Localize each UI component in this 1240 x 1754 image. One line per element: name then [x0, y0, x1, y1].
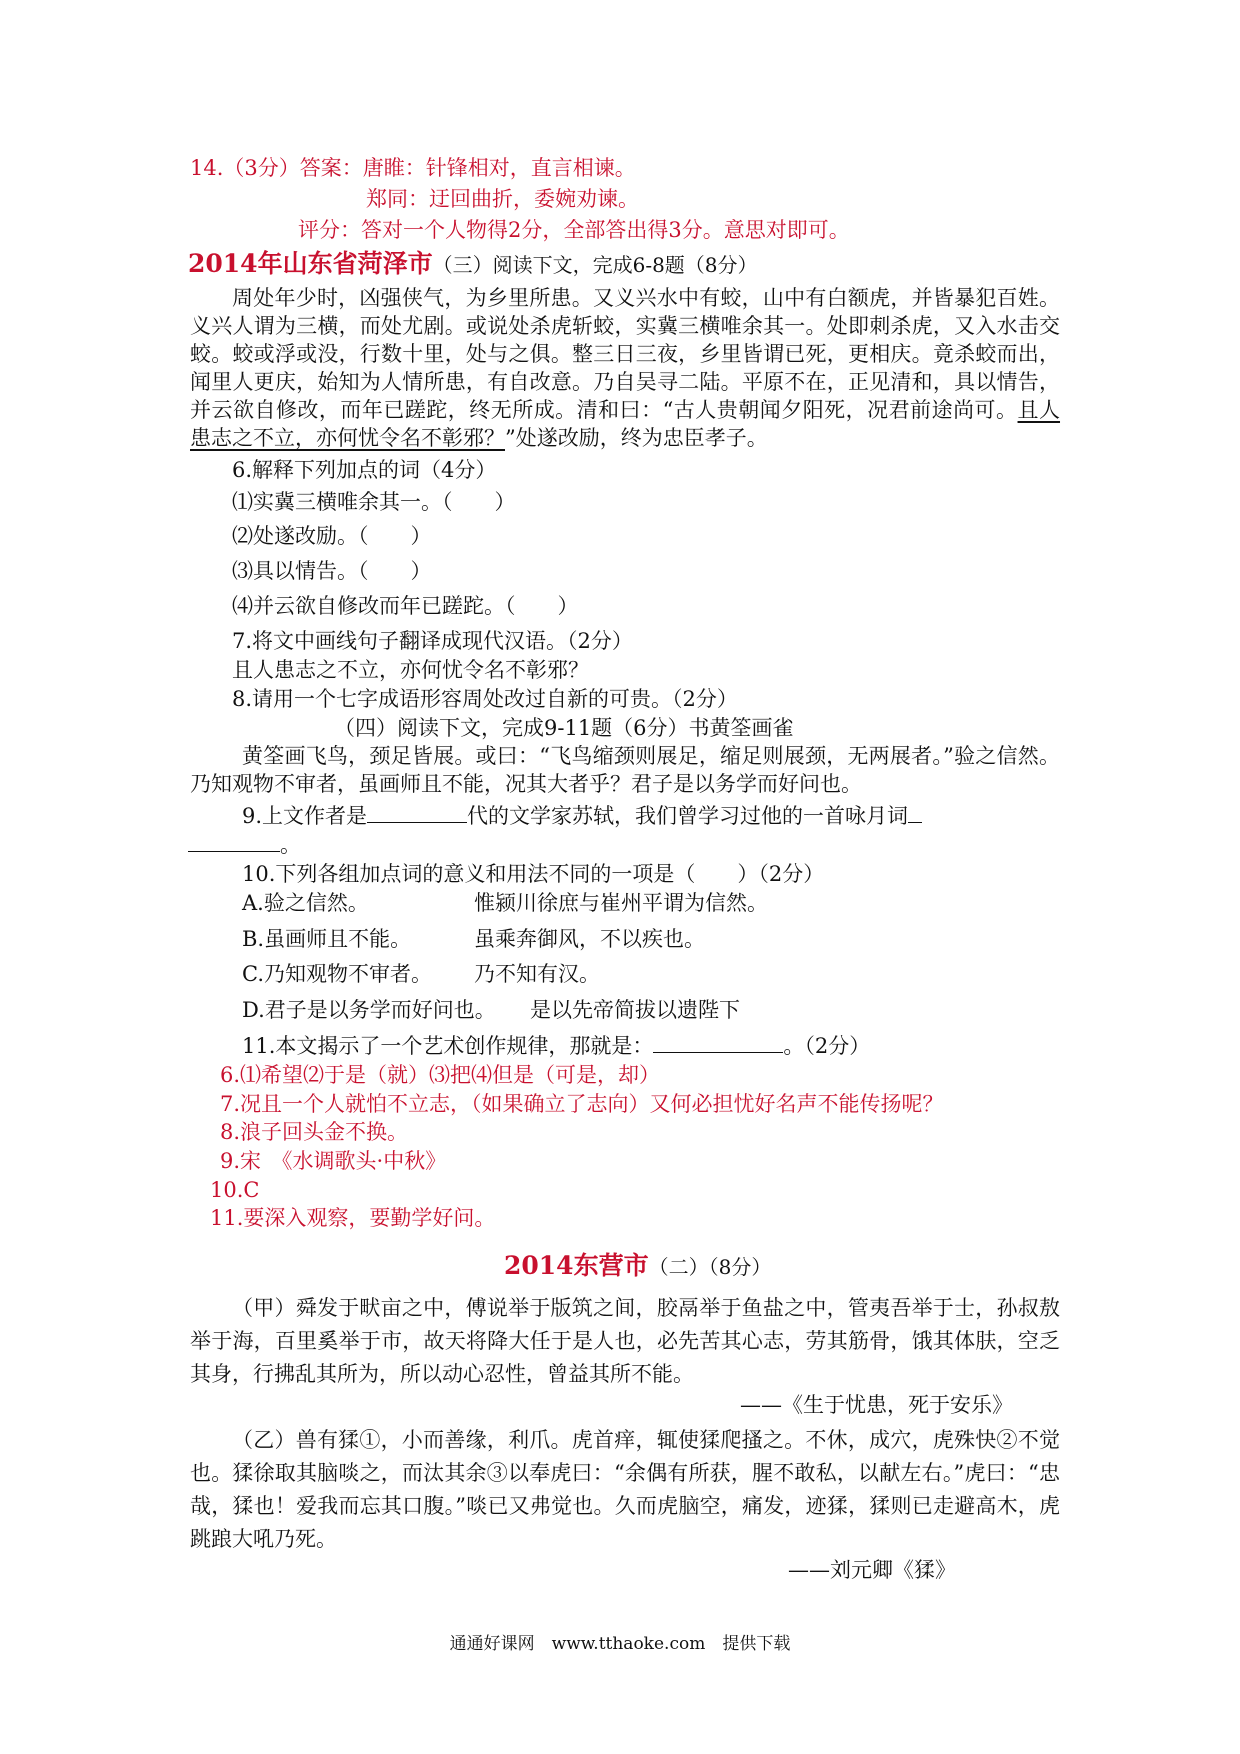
yi-source: ——刘元卿《猱》 [788, 1558, 956, 1582]
heze-subtitle: （三）阅读下文，完成6-8题（8分） [432, 253, 758, 277]
answer-14-line1: 14.（3分）答案：唐睢：针锋相对，直言相谏。 [190, 156, 636, 180]
zhouchu-passage-main: 周处年少时，凶强侠气，为乡里所患。又义兴水中有蛟，山中有白额虎，并皆暴犯百姓。义兴人谓为三横，而处尤剧。或说处杀虎斩蛟，实冀三横唯余其一。处即刺杀虎，又入水击交蛟。蛟或浮或没，行数十里，处与之俱。整三日三夜，乡里皆谓已死，更相庆。竟杀蛟而出，闻里人更庆，始知为人情所患，有自改意。乃自吴寻二陆。平原不在，正见清和，具以情告，并云欲自修改，而年已蹉跎，终无所成。清和曰：“古人贵朝闻夕阳死，况君前途尚可。 [190, 286, 1060, 422]
question-9-blank-1[interactable] [367, 802, 467, 823]
question-11-blank[interactable] [653, 1032, 783, 1053]
question-10-option-a-compare: 惟颍川徐庶与崔州平谓为信然。 [474, 891, 768, 915]
huangquan-passage: 黄筌画飞鸟，颈足皆展。或曰：“飞鸟缩颈则展足，缩足则展颈，无两展者。”验之信然。乃知观物不审者，虽画师且不能，况其大者乎？君子是以务学而好问也。 [190, 744, 1060, 796]
zhouchu-passage-tail: ”处遂改励，终为忠臣孝子。 [505, 426, 768, 450]
answer-7: 7.况且一个人就怕不立志，（如果确立了志向）又何必担忧好名声不能传扬呢？ [220, 1092, 944, 1116]
section-4-heading: （四）阅读下文，完成9-11题（6分）书黄筌画雀 [334, 716, 794, 740]
answer-9: 9.宋 《水调歌头·中秋》 [220, 1149, 447, 1173]
question-10-option-d: D.君子是以务学而好问也。 [242, 998, 496, 1022]
answer-14-scoring: 评分：答对一个人物得2分，全部答出得3分。意思对即可。 [298, 218, 850, 242]
dongying-title-text: 2014东营市 [504, 1251, 649, 1280]
question-9 [242, 802, 922, 830]
question-9-blank-2[interactable] [188, 831, 280, 852]
dongying-section-title [504, 1250, 771, 1283]
question-6: 6.解释下列加点的词（4分） [232, 458, 497, 482]
question-8: 8.请用一个七字成语形容周处改过自新的可贵。（2分） [232, 687, 738, 711]
zhouchu-passage [190, 284, 1060, 452]
question-10: 10.下列各组加点词的意义和用法不同的一项是（ ）（2分） [242, 862, 825, 886]
question-9-end: 。 [280, 833, 301, 857]
question-9-text-b: 代的文学家苏轼，我们曾学习过他的一首咏月词 [467, 804, 909, 828]
answer-6: 6.⑴希望⑵于是（就）⑶把⑷但是（可是，却） [220, 1063, 661, 1087]
question-9-text-a: 9.上文作者是 [242, 804, 368, 828]
question-10-option-a: A.验之信然。 [242, 891, 369, 915]
answer-8: 8.浪子回头金不换。 [220, 1120, 409, 1144]
heze-title-text: 2014年山东省菏泽市 [188, 249, 433, 278]
question-6-item-3: ⑶具以情告。（ ） [232, 559, 432, 583]
page-footer: 通通好课网 www.tthaoke.com 提供下载 [449, 1634, 791, 1654]
jia-source: ——《生于忧患，死于安乐》 [740, 1393, 1013, 1417]
question-6-item-2: ⑵处遂改励。（ ） [232, 524, 432, 548]
question-10-option-c-compare: 乃不知有汉。 [474, 962, 600, 986]
question-10-option-b: B.虽画师且不能。 [242, 927, 412, 951]
dongying-subtitle: （二）（8分） [648, 1255, 772, 1279]
question-11 [242, 1032, 870, 1060]
zhouchu-underlined-sentence: 且人患志之不立，亦何忧令名不彰邪？ [190, 398, 1061, 450]
question-10-option-c: C.乃知观物不审者。 [242, 962, 432, 986]
jia-passage: （甲）舜发于畎亩之中，傅说举于版筑之间，胶鬲举于鱼盐之中，管夷吾举于士，孙叔敖举于海，百里奚举于市，故天将降大任于是人也，必先苦其心志，劳其筋骨，饿其体肤，空乏其身，行拂乱其所为，所以动心忍性，曾益其所不能。 [190, 1296, 1060, 1386]
yi-passage: （乙）兽有猱①，小而善缘，利爪。虎首痒，辄使猱爬搔之。不休，成穴，虎殊快②不觉也。猱徐取其脑啖之，而汰其余③以奉虎曰：“余偶有所获，腥不敢私，以献左右。”虎曰：“忠哉，猱也！爱我而忘其口腹。”啖已又弗觉也。久而虎脑空，痛发，迹猱，猱则已走避高木，虎跳踉大吼乃死。 [190, 1428, 1060, 1551]
heze-section-title [188, 248, 758, 281]
question-10-option-b-compare: 虽乘奔御风，不以疾也。 [474, 927, 705, 951]
question-11-end: 。（2分） [783, 1034, 871, 1058]
question-7-sentence: 且人患志之不立，亦何忧令名不彰邪？ [232, 658, 589, 682]
question-11-text: 11.本文揭示了一个艺术创作规律，那就是： [242, 1034, 654, 1058]
question-10-option-d-compare: 是以先帝简拔以遗陛下 [530, 998, 740, 1022]
question-9-blank-2-start[interactable] [908, 802, 922, 823]
answer-10: 10.C [210, 1178, 260, 1202]
answer-11: 11.要深入观察，要勤学好问。 [210, 1206, 496, 1230]
question-7: 7.将文中画线句子翻译成现代汉语。（2分） [232, 629, 633, 653]
question-6-item-4: ⑷并云欲自修改而年已蹉跎。（ ） [232, 594, 579, 618]
answer-14-line2: 郑同：迂回曲折，委婉劝谏。 [366, 187, 639, 211]
question-6-item-1: ⑴实冀三横唯余其一。（ ） [232, 490, 516, 514]
question-9-line2 [188, 831, 301, 859]
